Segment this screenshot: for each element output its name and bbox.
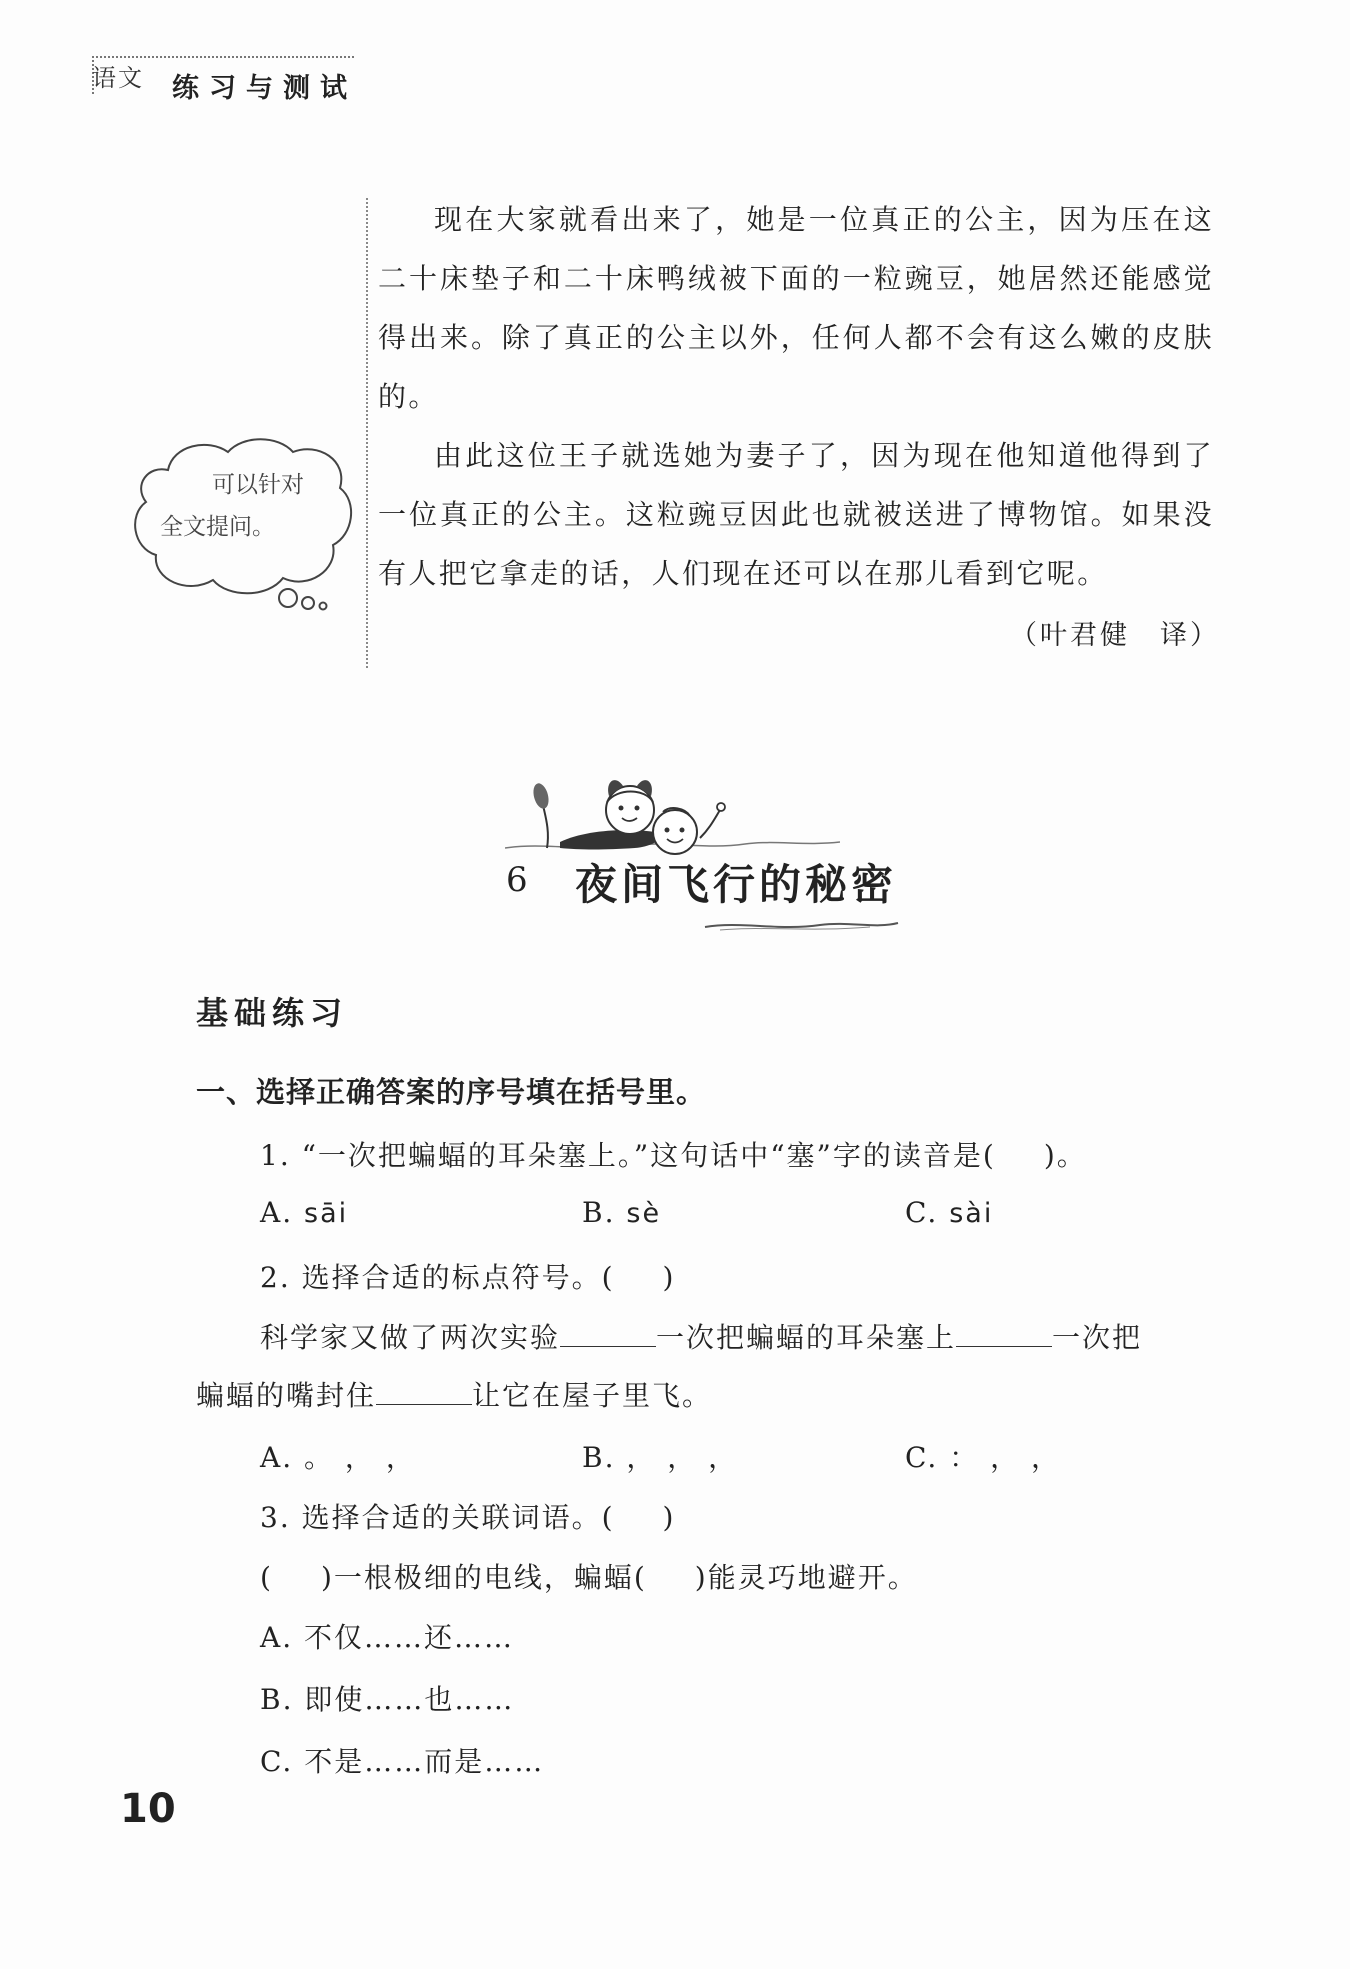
section-title: 基础练习 xyxy=(196,994,349,1032)
question-3-option-a: A. 不仅……还…… xyxy=(260,1621,515,1654)
question-3-option-b: B. 即使……也…… xyxy=(260,1683,515,1716)
title-underline-swash xyxy=(700,915,900,935)
question-2-stem: 2. 选择合适的标点符号。( ) xyxy=(260,1261,676,1294)
question-1-option-a: A. sāi xyxy=(260,1196,349,1229)
header-subject: 语文 xyxy=(92,64,144,92)
passage-paragraph-2: 由此这位王子就选她为妻子了，因为现在他知道他得到了一位真正的公主。这粒豌豆因此也就被送进了博物馆。如果没有人把它拿走的话，人们现在还可以在那儿看到它呢。 xyxy=(378,439,1214,590)
reading-passage xyxy=(378,190,1214,603)
header-book-title: 练习与测试 xyxy=(172,73,357,104)
question-1-stem: 1. “一次把蝙蝠的耳朵塞上。”这句话中“塞”字的读音是( )。 xyxy=(260,1139,1087,1172)
answer-blank-2[interactable] xyxy=(956,1320,1052,1347)
lesson-title: 夜间飞行的秘密 xyxy=(575,860,898,909)
question-2-option-b: B. ， ， ， xyxy=(582,1441,739,1474)
passage-paragraph-1: 现在大家就看出来了，她是一位真正的公主，因为压在这二十床垫子和二十床鸭绒被下面的一粒豌豆，她居然还能感觉得出来。除了真正的公主以外，任何人都不会有这么嫩的皮肤的。 xyxy=(378,203,1214,413)
cloud-note xyxy=(160,464,330,548)
page-number: 10 xyxy=(120,1786,176,1832)
question-1-option-b: B. sè xyxy=(582,1196,662,1229)
answer-blank-1[interactable] xyxy=(560,1320,656,1347)
question-2-sentence-line-2: 蝙蝠的嘴封住 让它在屋子里飞。 xyxy=(196,1379,713,1412)
answer-blank-3[interactable] xyxy=(376,1378,472,1405)
question-2-option-a: A. 。 ， ， xyxy=(260,1441,416,1474)
question-2-sentence-line-1: 科学家又做了两次实验 一次把蝙蝠的耳朵塞上 一次把 xyxy=(260,1321,1143,1354)
question-3-option-c: C. 不是……而是…… xyxy=(260,1745,545,1778)
translator-credit: （叶君健 译） xyxy=(1010,620,1220,651)
question-1-option-c: C. sài xyxy=(905,1196,994,1229)
cloud-note-line-1: 可以针对 xyxy=(212,472,304,498)
cloud-note-line-2: 全文提问。 xyxy=(160,514,275,540)
question-2-option-c: C. ： ， ， xyxy=(905,1441,1062,1474)
lesson-number: 6 xyxy=(506,860,528,900)
question-3-stem: 3. 选择合适的关联词语。( ) xyxy=(260,1501,676,1534)
question-3-sentence: ( )一根极细的电线，蝙蝠( )能灵巧地避开。 xyxy=(260,1561,918,1594)
question-group-heading: 一、选择正确答案的序号填在括号里。 xyxy=(196,1075,707,1109)
margin-divider xyxy=(366,198,368,668)
